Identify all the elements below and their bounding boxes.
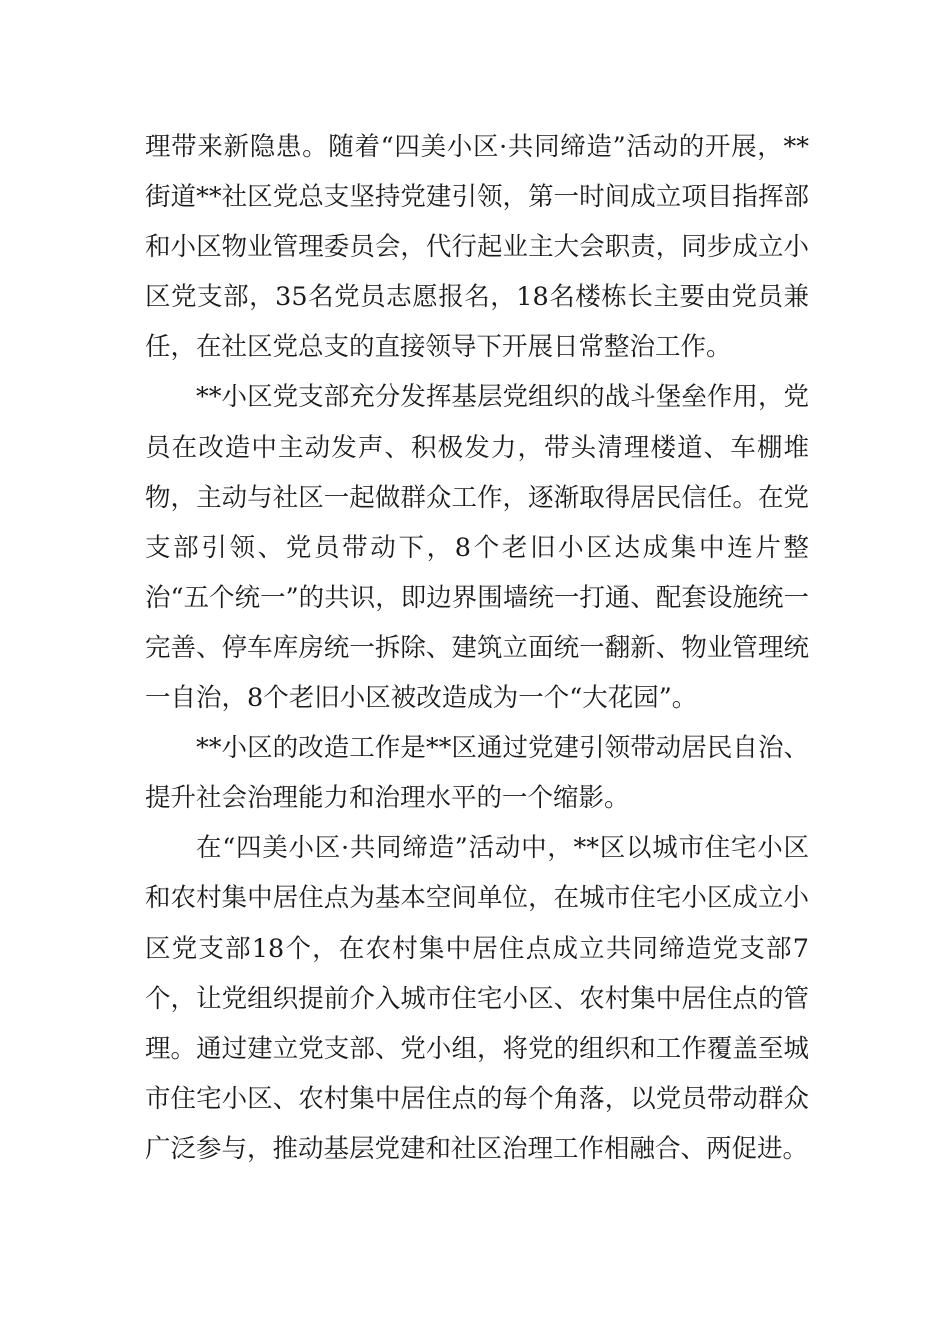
paragraph: 在“四美小区·共同缔造”活动中，**区以城市住宅小区和农村集中居住点为基本空间单位，在城市住宅小区成立小区党支部18个，在农村集中居住点成立共同缔造党支部7个，让党组织提前介入城市住宅小区、农村集中居住点的管理。通过建立党支部、党小组，将党的组织和工作覆盖至城市住宅小区、农村集中居住点的每个角落，以党员带动群众广泛参与，推动基层党建和社区治理工作相融合、两促进。 — [145, 833, 809, 1164]
document-body — [145, 122, 809, 1174]
paragraph: **小区的改造工作是**区通过党建引领带动居民自治、提升社会治理能力和治理水平的一个缩影。 — [145, 733, 809, 814]
paragraph: **小区党支部充分发挥基层党组织的战斗堡垒作用，党员在改造中主动发声、积极发力，带头清理楼道、车棚堆物，主动与社区一起做群众工作，逐渐取得居民信任。在党支部引领、党员带动下，8个老旧小区达成集中连片整治“五个统一”的共识，即边界围墙统一打通、配套设施统一完善、停车库房统一拆除、建筑立面统一翻新、物业管理统一自治，8个老旧小区被改造成为一个“大花园”。 — [145, 382, 809, 714]
paragraph-continuation: 理带来新隐患。随着“四美小区·共同缔造”活动的开展，**街道**社区党总支坚持党建引领，第一时间成立项目指挥部和小区物业管理委员会，代行起业主大会职责，同步成立小区党支部，35名党员志愿报名，18名楼栋长主要由党员兼任，在社区党总支的直接领导下开展日常整治工作。 — [145, 132, 809, 363]
